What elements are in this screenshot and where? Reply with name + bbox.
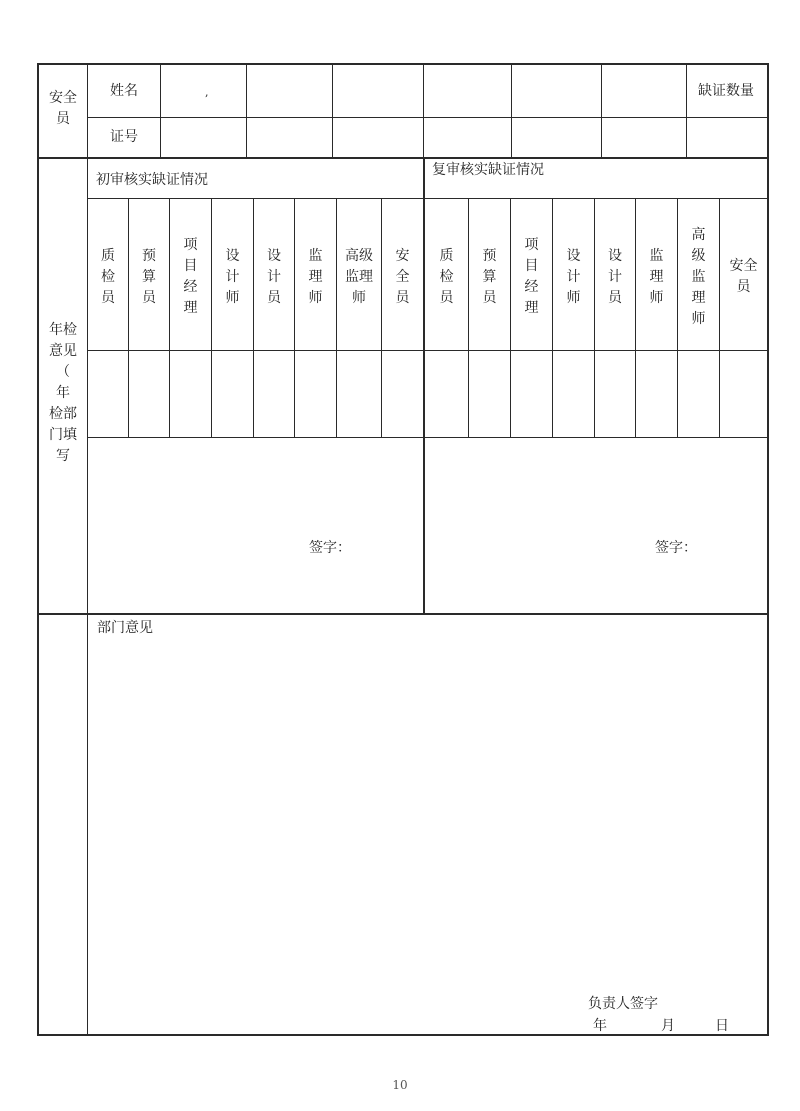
date-month-label: 月: [661, 1018, 675, 1034]
page-number: 10: [392, 1078, 408, 1092]
initial-role-project-manager: 项 目 经 理: [183, 237, 198, 316]
second-review-title: 复审核实缺证情况: [432, 162, 544, 178]
side-label-line1: 年检: [49, 322, 77, 338]
side-label-line4: 年: [56, 385, 70, 401]
annual-check-side-label: [40, 320, 86, 467]
cert-cell[interactable]: [161, 118, 686, 157]
initial-signature-label: 签字：: [309, 540, 351, 556]
safety-row-title-part1: 安全: [49, 90, 77, 106]
name-field-mark: ,: [205, 86, 209, 99]
side-label-line3: （: [56, 364, 70, 380]
review-role-designer: 设 计 师: [566, 248, 581, 306]
side-label-line2: 意见: [49, 343, 77, 359]
initial-signature-area[interactable]: [88, 438, 423, 613]
safety-row-title-part2: 员: [56, 111, 70, 127]
safety-row-title: [40, 88, 86, 130]
initial-role-quality-inspector: 质 检 员: [101, 248, 115, 306]
review-role-safety-officer: 安全 员: [729, 258, 758, 295]
initial-role-safety-officer: 安 全 员: [395, 248, 410, 306]
review-role-project-manager: 项 目 经 理: [524, 237, 539, 316]
review-role-senior-supervisor: 高 级 监 理 师: [691, 227, 706, 327]
review-signature-label: 签字：: [655, 540, 697, 556]
missing-count-label: 缺证数量: [698, 83, 754, 99]
side-label-line7: 写: [56, 448, 70, 464]
review-role-quality-inspector: 质 检 员: [439, 248, 454, 306]
side-label-line5: 检部: [49, 406, 77, 422]
department-opinion-area[interactable]: [88, 640, 767, 990]
initial-role-supervisor: 监 理 师: [308, 248, 323, 306]
initial-role-budgeter: 预 算 员: [142, 248, 156, 306]
initial-review-title: 初审核实缺证情况: [96, 172, 208, 188]
initial-role-designer: 设 计 师: [225, 248, 240, 306]
initial-role-design-staff: 设 计 员: [267, 248, 281, 306]
initial-check-cells-row[interactable]: [88, 351, 423, 437]
date-year-label: 年: [593, 1018, 607, 1034]
review-role-budgeter: 预 算 员: [482, 248, 497, 306]
cert-label: 证号: [110, 129, 138, 145]
missing-count-cell[interactable]: [687, 118, 767, 157]
review-role-supervisor: 监 理 师: [649, 248, 664, 306]
name-label: 姓名: [110, 83, 138, 99]
review-role-design-staff: 设 计 员: [608, 248, 622, 306]
responsible-signature-label: 负责人签字: [588, 996, 658, 1012]
department-opinion-label: 部门意见: [97, 620, 153, 636]
review-check-cells-row[interactable]: [425, 351, 767, 437]
name-cell[interactable]: [161, 64, 686, 117]
initial-role-senior-supervisor: 高级 监理 师: [345, 248, 373, 306]
review-signature-area[interactable]: [425, 438, 767, 613]
side-label-line6: 门填: [49, 427, 77, 443]
date-day-label: 日: [715, 1018, 729, 1034]
